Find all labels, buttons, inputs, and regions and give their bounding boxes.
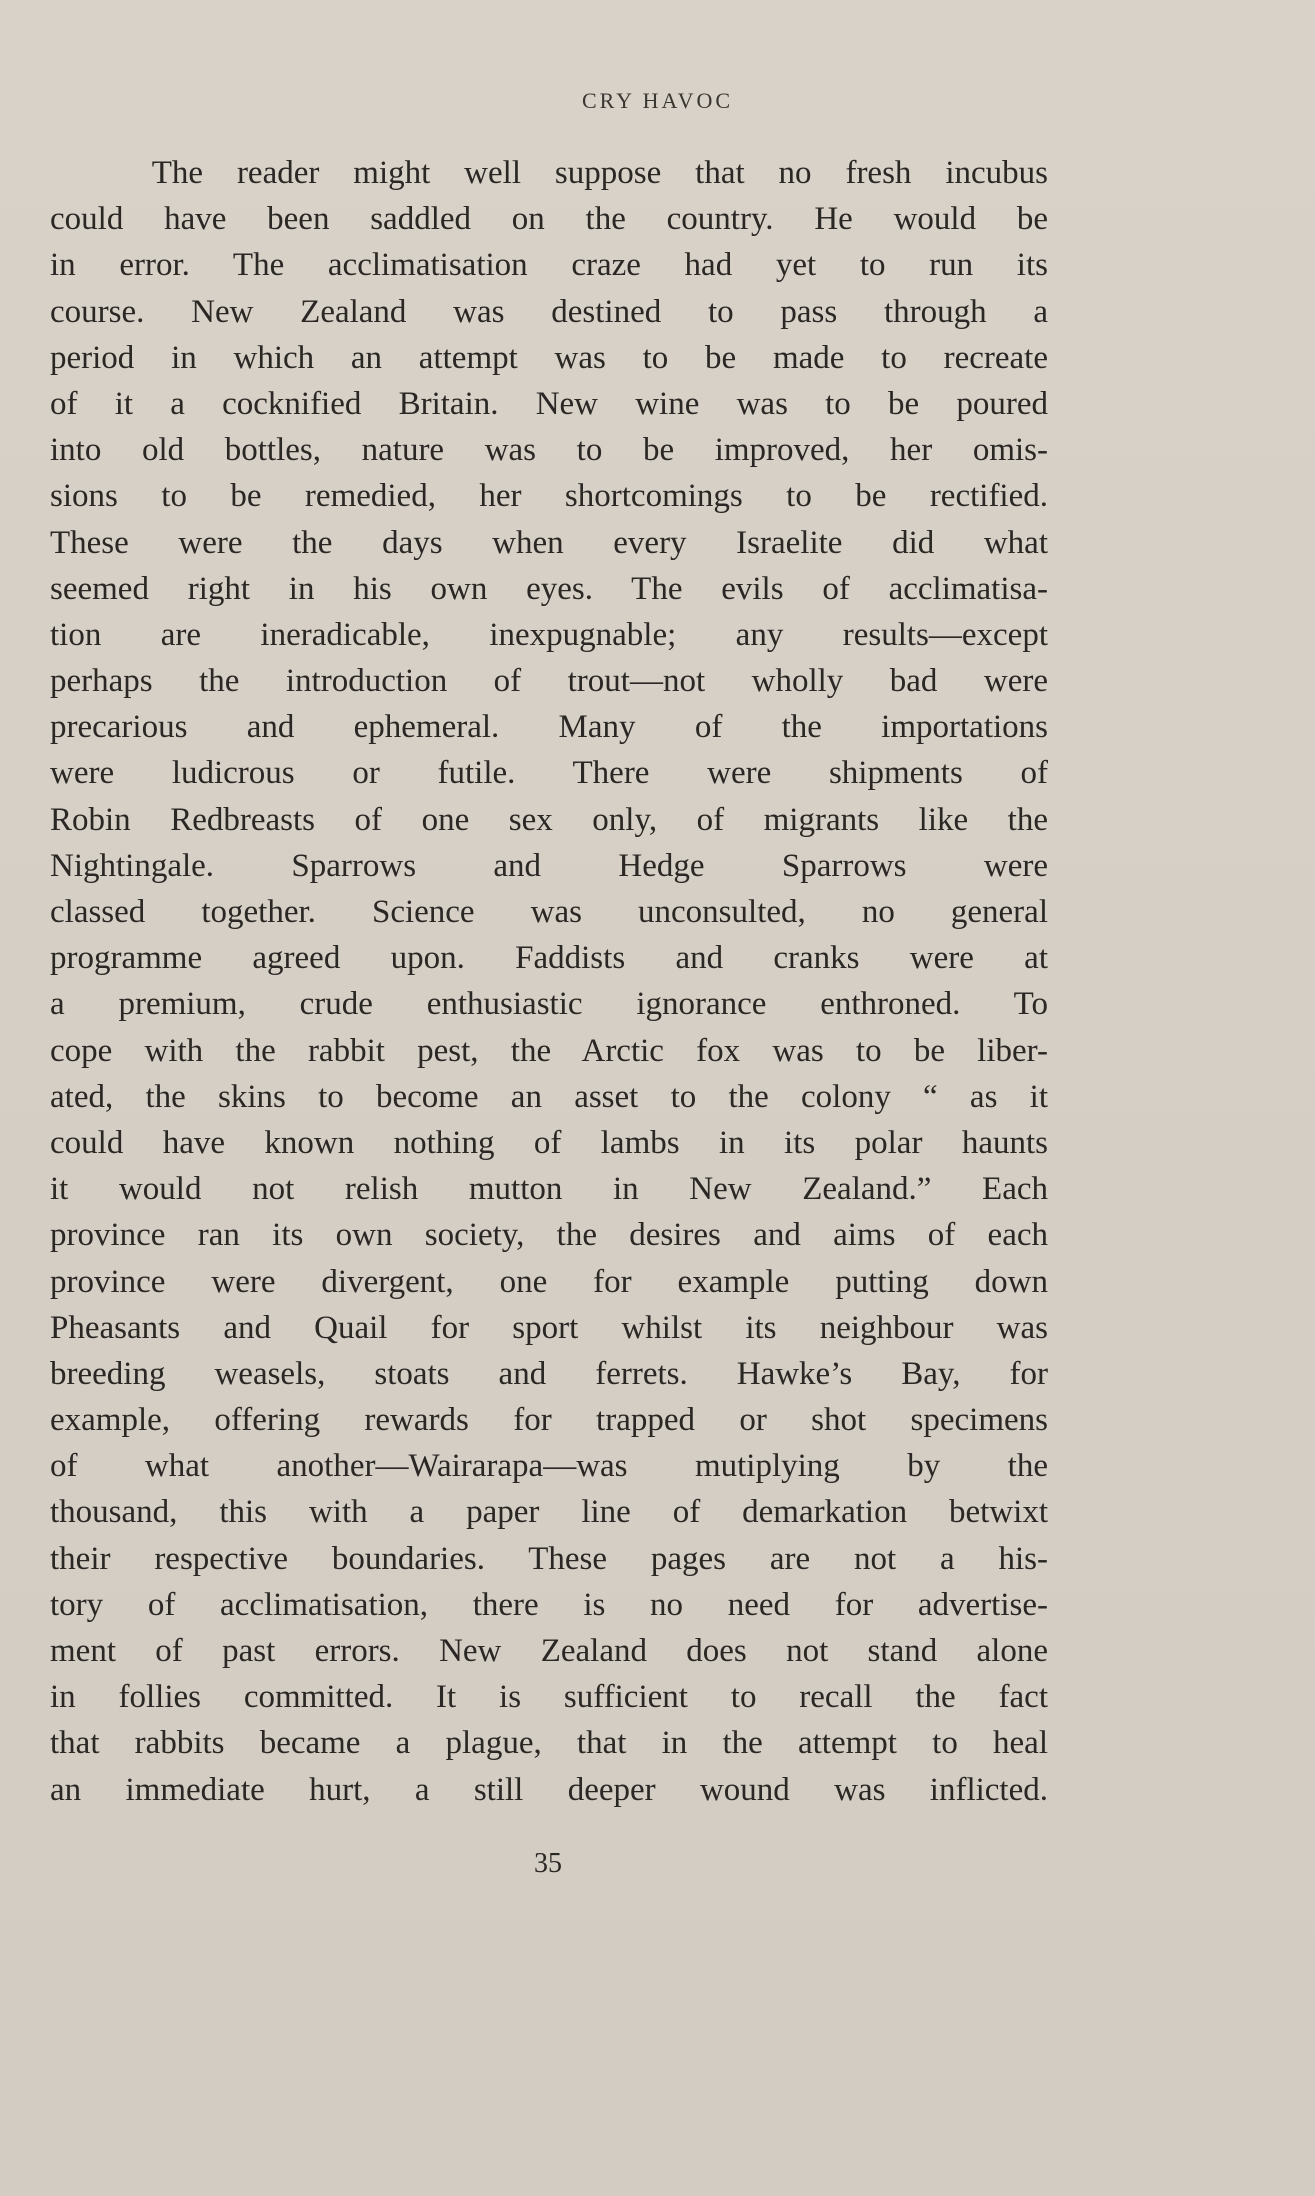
text-line: seemed right in his own eyes. The evils of acclimatisa- <box>50 570 1048 607</box>
text-line: into old bottles, nature was to be improved, her omis- <box>50 432 1048 469</box>
body-paragraph <box>50 150 1048 1813</box>
text-line: programme agreed upon. Faddists and cranks were at <box>50 940 1048 977</box>
text-line: perhaps the introduction of trout—not wholly bad were <box>50 663 1048 700</box>
text-line: of what another—Wairarapa—was mutiplying by the <box>50 1448 1048 1485</box>
text-line: a premium, crude enthusiastic ignorance enthroned. To <box>50 986 1048 1023</box>
text-line: were ludicrous or futile. There were shipments of <box>50 755 1048 792</box>
text-line: ment of past errors. New Zealand does not stand alone <box>50 1633 1048 1669</box>
running-head: CRY HAVOC <box>581 88 734 113</box>
text-line: ated, the skins to become an asset to the colony “ as it <box>50 1078 1048 1115</box>
text-line: province ran its own society, the desires and aims of each <box>50 1217 1048 1254</box>
text-line: thousand, this with a paper line of demarkation betwixt <box>50 1494 1048 1531</box>
text-line: Pheasants and Quail for sport whilst its neighbour was <box>50 1309 1048 1346</box>
text-line: of it a cocknified Britain. New wine was to be poured <box>50 385 1048 422</box>
text-line: precarious and ephemeral. Many of the importations <box>50 709 1048 746</box>
text-line: their respective boundaries. These pages are not a his- <box>50 1540 1048 1577</box>
text-line: province were divergent, one for example putting down <box>50 1263 1048 1300</box>
text-line: example, offering rewards for trapped or shot specimens <box>50 1402 1048 1439</box>
text-line: Robin Redbreasts of one sex only, of migrants like the <box>50 801 1048 838</box>
page-number: 35 <box>534 1848 562 1879</box>
text-line: period in which an attempt was to be made to recreate <box>50 339 1048 376</box>
text-line: The reader might well suppose that no fresh incubus <box>50 155 1048 191</box>
text-line: classed together. Science was unconsulted, no general <box>50 894 1048 930</box>
text-line: could have known nothing of lambs in its polar haunts <box>50 1124 1048 1161</box>
text-line: sions to be remedied, her shortcomings to be rectified. <box>50 478 1048 515</box>
text-line: tory of acclimatisation, there is no need for advertise- <box>50 1586 1048 1623</box>
text-line: Nightingale. Sparrows and Hedge Sparrows were <box>50 847 1048 884</box>
text-line: These were the days when every Israelite did what <box>50 524 1048 561</box>
text-line: course. New Zealand was destined to pass through a <box>50 293 1048 330</box>
text-line: could have been saddled on the country. He would be <box>50 201 1048 238</box>
text-line: cope with the rabbit pest, the Arctic fox was to be liber- <box>50 1032 1048 1069</box>
text-line: that rabbits became a plague, that in the attempt to heal <box>50 1725 1048 1762</box>
text-line: in follies committed. It is sufficient to recall the fact <box>50 1679 1048 1716</box>
text-line: it would not relish mutton in New Zealand.” Each <box>50 1171 1048 1208</box>
text-line: an immediate hurt, a still deeper wound was inflicted. <box>50 1771 1048 1808</box>
text-line: tion are ineradicable, inexpugnable; any results—except <box>50 616 1048 653</box>
text-line: breeding weasels, stoats and ferrets. Hawke’s Bay, for <box>50 1355 1048 1392</box>
text-line: in error. The acclimatisation craze had yet to run its <box>50 247 1048 284</box>
